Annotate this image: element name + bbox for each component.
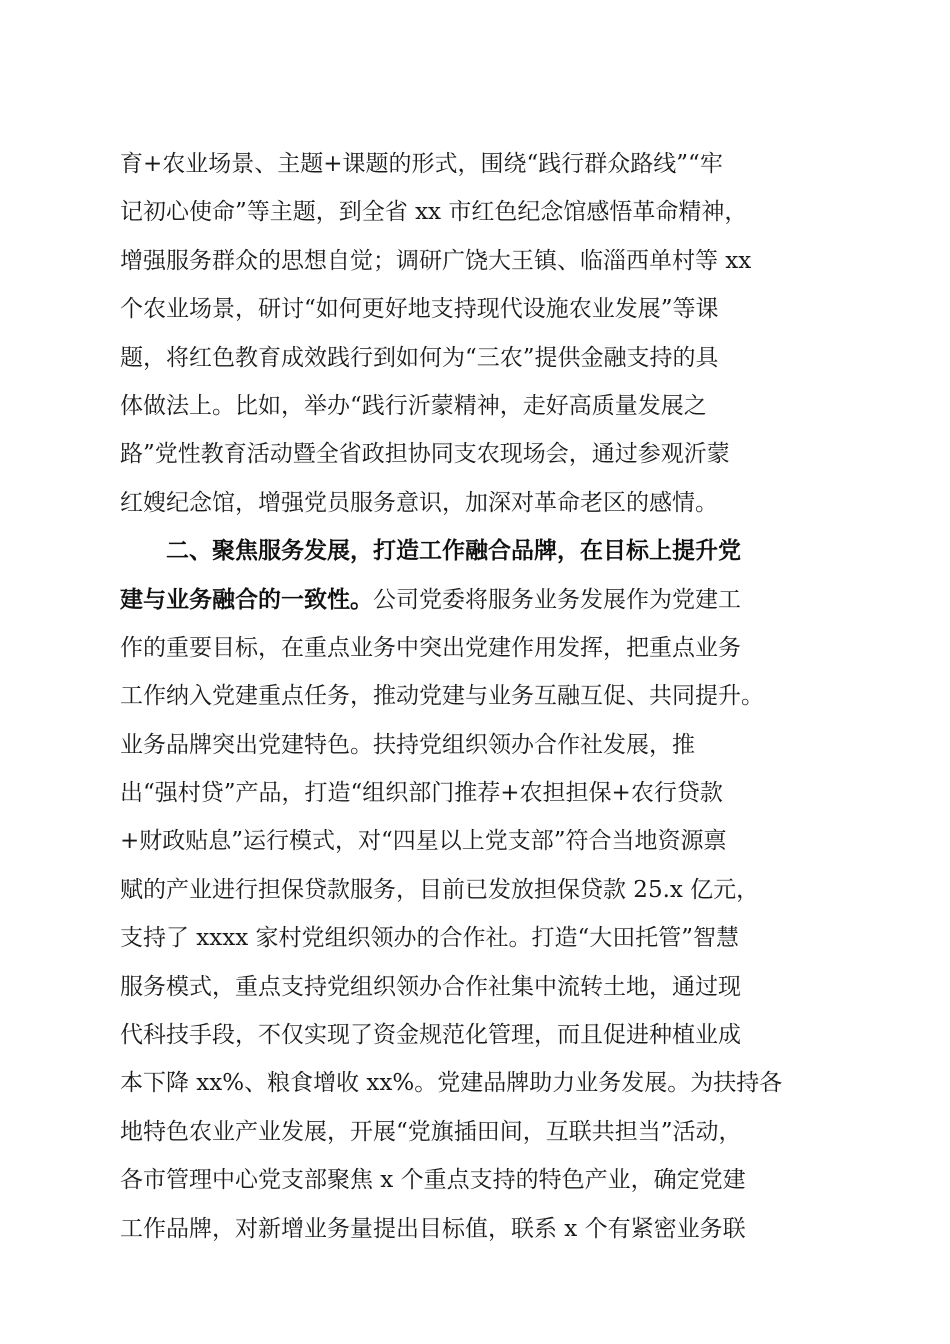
paragraph-line: 地特色农业产业发展，开展“党旗插田间，互联共担当”活动， [120,1118,742,1145]
paragraph-line: 各市管理中心党支部聚焦 x 个重点支持的特色产业，确定党建 [120,1167,746,1194]
paragraph-line: 服务模式，重点支持党组织领办合作社集中流转土地，通过现 [120,973,741,1000]
section-heading-tail: 建与业务融合的一致性。 [120,586,373,613]
paragraph-line: 题，将红色教育成效践行到如何为“三农”提供金融支持的具 [120,344,719,371]
paragraph-line: 育+农业场景、主题+课题的形式，围绕“践行群众路线”“牢 [120,151,723,177]
mixed-line [120,576,840,624]
paragraph-line: 代科技手段，不仅实现了资金规范化管理，而且促进种植业成 [120,1022,741,1049]
paragraph-line: 工作纳入党建重点任务，推动党建与业务互融互促、共同提升。 [120,683,764,710]
paragraph-line: 记初心使命”等主题，到全省 xx 市红色纪念馆感悟革命精神， [120,199,748,226]
paragraph-line: 出“强村贷”产品，打造“组织部门推荐+农担担保+农行贷款 [120,780,723,807]
paragraph-line: 赋的产业进行担保贷款服务，目前已发放担保贷款 25.x 亿元， [120,876,760,903]
document-body [120,140,840,1253]
paragraph-line: 增强服务群众的思想自觉；调研广饶大王镇、临淄西单村等 xx [120,247,752,274]
paragraph-line: 本下降 xx%、粮食增收 xx%。党建品牌助力业务发展。为扶持各 [120,1070,783,1097]
paragraph-line: 个农业场景，研讨“如何更好地支持现代设施农业发展”等课 [120,296,719,323]
paragraph-line: 业务品牌突出党建特色。扶持党组织领办合作社发展，推 [120,731,695,758]
paragraph-line: 体做法上。比如，举办“践行沂蒙精神，走好高质量发展之 [120,392,707,419]
section-heading-line: 二、聚焦服务发展，打造工作融合品牌，在目标上提升党 [166,538,741,565]
paragraph-line: 路”党性教育活动暨全省政担协同支农现场会，通过参观沂蒙 [120,441,730,468]
paragraph-line: +财政贴息”运行模式，对“四星以上党支部”符合当地资源禀 [120,828,727,855]
paragraph-text: 公司党委将服务业务发展作为党建工 [373,586,741,613]
paragraph-line: 支持了 xxxx 家村党组织领办的合作社。打造“大田托管”智慧 [120,925,740,952]
paragraph-line: 作的重要目标，在重点业务中突出党建作用发挥，把重点业务 [120,634,741,661]
paragraph-line: 工作品牌，对新增业务量提出目标值，联系 x 个有紧密业务联 [120,1215,746,1242]
paragraph-line: 红嫂纪念馆，增强党员服务意识，加深对革命老区的感情。 [120,489,718,516]
